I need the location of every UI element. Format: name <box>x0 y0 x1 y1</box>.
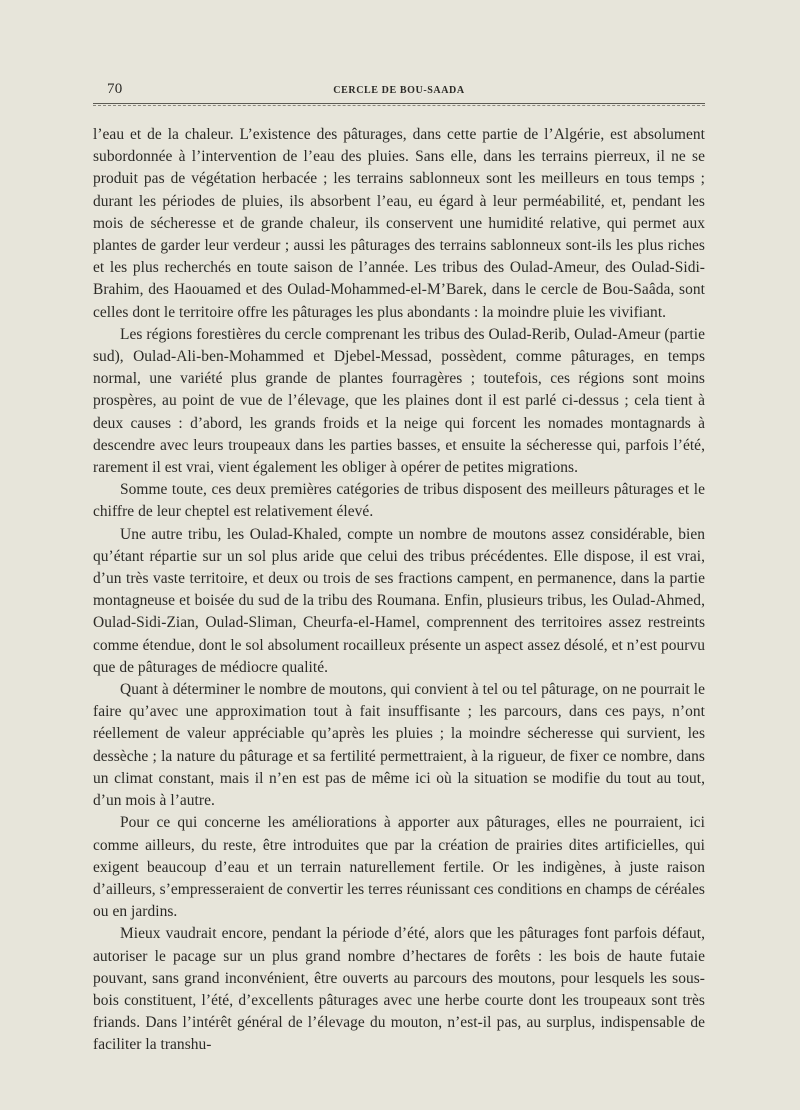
running-head: CERCLE DE BOU-SAADA <box>333 85 465 96</box>
paragraph-7: Mieux vaudrait encore, pendant la période d’été, alors que les pâturages font parfois défaut, autoriser le pacage sur un plus grand nombre d’hectares de forêts : les bois de haute futaie pouvant, sans grand inconvénient, être ouverts au parcours des moutons, pour lesquels les sous-bois constituent, l’été, d’excellents pâturages avec une herbe courte dont les troupeaux sont très friands. Dans l’intérêt général de l’élevage du mouton, n’est-il pas, au surplus, indispensable de faciliter la transhu- <box>93 925 705 1054</box>
page-number: 70 <box>107 81 123 97</box>
paragraph-4: Une autre tribu, les Oulad-Khaled, compte un nombre de moutons assez considérable, bien qu’étant répartie sur un sol plus aride que celui des tribus précédentes. Elle dispose, il est vrai, d’un très vaste territoire, et deux ou trois de ses fractions campent, en permanence, dans la partie montagneuse et boisée du sud de la tribu des Roumana. Enfin, plusieurs tribus, les Oulad-Ahmed, Oulad-Sidi-Zian, Oulad-Sliman, Cheurfa-el-Hamel, comprennent des territoires assez restreints comme étendue, dont le sol absolument rocailleux présente un aspect assez désolé, et n’est pourvu que de pâturages de médiocre qualité. <box>93 525 705 676</box>
header-rule <box>93 103 705 104</box>
header-rule-dashed <box>93 105 705 106</box>
paragraph-3: Somme toute, ces deux premières catégories de tribus disposent des meilleurs pâturages et le chiffre de leur cheptel est relativement élevé. <box>93 481 705 521</box>
paragraph-1: l’eau et de la chaleur. L’existence des pâturages, dans cette partie de l’Algérie, est absolument subordonnée à l’intervention de l’eau des pluies. Sans elle, dans les terrains pierreux, il ne se produit pas de végétation herbacée ; les terrains sablonneux sont les meilleurs en tous temps ; durant les périodes de pluies, ils absorbent l’eau, eu égard à leur perméabilité, et, pendant les mois de sécheresse et de grande chaleur, ils conservent une humidité relative, qui permet aux plantes de garder leur verdeur ; aussi les pâturages des terrains sablonneux sont-ils les plus riches et les plus recherchés en toute saison de l’année. Les tribus des Oulad-Ameur, des Oulad-Sidi-Brahim, des Haouamed et des Oulad-Mohammed-el-M’Barek, dans le cercle de Bou-Saâda, sont celles dont le territoire offre les pâturages les plus abondants : la moindre pluie les vivifiant. <box>93 126 705 321</box>
body-text <box>93 124 705 1057</box>
paragraph-6: Pour ce qui concerne les améliorations à apporter aux pâturages, elles ne pourraient, ici comme ailleurs, du reste, être introduites que par la création de prairies dites artificielles, qui exigent beaucoup d’eau et un terrain naturellement fertile. Or les indigènes, à juste raison d’ailleurs, s’empresseraient de convertir les terres réunissant ces conditions en champs de céréales ou en jardins. <box>93 814 705 921</box>
page-header <box>93 80 705 104</box>
paragraph-5: Quant à déterminer le nombre de moutons, qui convient à tel ou tel pâturage, on ne pourrait le faire qu’avec une approximation tout à fait insuffisante ; les parcours, dans ces pays, n’ont réellement de valeur appréciable qu’après les pluies ; la moindre sécheresse qui survient, les dessèche ; la nature du pâturage et sa fertilité permettraient, à la rigueur, de fixer ce nombre, dans un climat constant, mais il n’en est pas de même ici où la situation se modifie du tout au tout, d’un mois à l’autre. <box>93 681 705 810</box>
paragraph-2: Les régions forestières du cercle comprenant les tribus des Oulad-Rerib, Oulad-Ameur (partie sud), Oulad-Ali-ben-Mohammed et Djebel-Messad, possèdent, comme pâturages, en temps normal, une variété plus grande de plantes fourragères ; toutefois, ces régions sont moins prospères, au point de vue de l’élevage, que les plaines dont il est parlé ci-dessus ; cela tient à deux causes : d’abord, les grands froids et la neige qui forcent les nomades montagnards à descendre avec leurs troupeaux dans les parties basses, et ensuite la sécheresse qui, parfois l’été, rarement il est vrai, vient également les obliger à opérer de petites migrations. <box>93 325 705 477</box>
